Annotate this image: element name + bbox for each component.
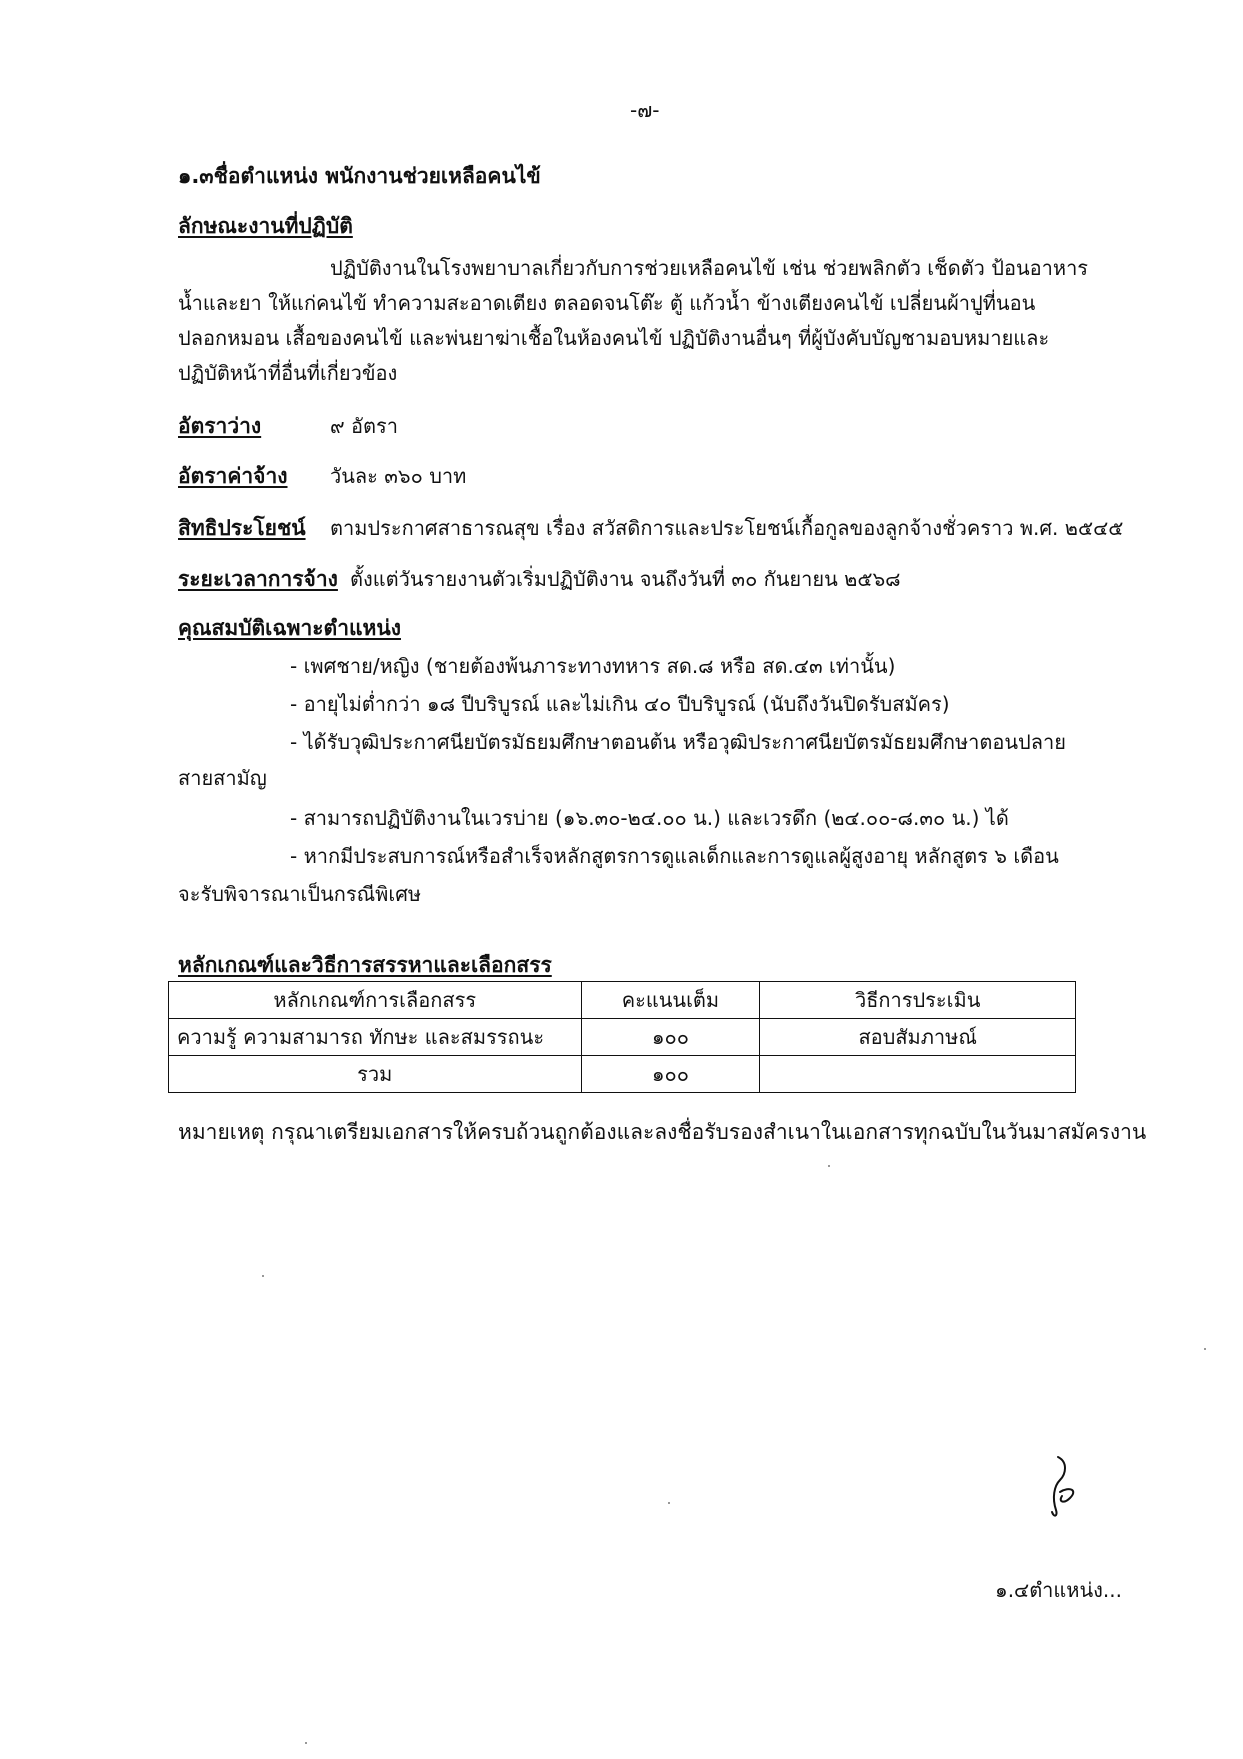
vacancies-value: ๙ อัตรา: [330, 414, 398, 438]
benefits-label: สิทธิประโยชน์: [178, 516, 306, 540]
duties-line: ปลอกหมอน เสื้อของคนไข้ และพ่นยาฆ่าเชื้อในห้องคนไข้ ปฏิบัติงานอื่นๆ ที่ผู้บังคับบัญชามอบหมายและ: [178, 326, 1050, 350]
position-title: ๑.๓ชื่อตำแหน่ง พนักงานช่วยเหลือคนไข้: [178, 164, 541, 188]
note: หมายเหตุ กรุณาเตรียมเอกสารให้ครบถ้วนถูกต้องและลงชื่อรับรองสำเนาในเอกสารทุกฉบับในวันมาสมัครงาน: [178, 1120, 1147, 1144]
scan-speck: [262, 1275, 264, 1277]
selection-heading: หลักเกณฑ์และวิธีการสรรหาและเลือกสรร: [178, 953, 552, 977]
column-header: หลักเกณฑ์การเลือกสรร: [169, 982, 582, 1019]
selection-table: [168, 981, 1076, 1093]
period-value: ตั้งแต่วันรายงานตัวเริ่มปฏิบัติงาน จนถึงวันที่ ๓๐ กันยายน ๒๕๖๘: [350, 567, 901, 591]
duties-line: ปฏิบัติงานในโรงพยาบาลเกี่ยวกับการช่วยเหลือคนไข้ เช่น ช่วยพลิกตัว เช็ดตัว ป้อนอาหาร: [330, 256, 1089, 280]
table-cell: สอบสัมภาษณ์: [760, 1019, 1076, 1056]
qualification-item: - หากมีประสบการณ์หรือสำเร็จหลักสูตรการดูแลเด็กและการดูแลผู้สูงอายุ หลักสูตร ๖ เดือน: [290, 844, 1059, 868]
table-cell: ความรู้ ความสามารถ ทักษะ และสมรรถนะ: [169, 1019, 582, 1056]
vacancies-label: อัตราว่าง: [178, 414, 262, 438]
scan-speck: [1204, 1348, 1206, 1350]
qualification-item: - ได้รับวุฒิประกาศนียบัตรมัธยมศึกษาตอนต้น หรือวุฒิประกาศนียบัตรมัธยมศึกษาตอนปลาย: [290, 730, 1066, 754]
scan-speck: [668, 1502, 670, 1504]
qualifications-heading: คุณสมบัติเฉพาะตำแหน่ง: [178, 616, 401, 640]
table-cell: ๑๐๐: [581, 1019, 760, 1056]
table-cell: [760, 1056, 1076, 1093]
table-cell: รวม: [169, 1056, 582, 1093]
table-cell: ๑๐๐: [581, 1056, 760, 1093]
scan-speck: [305, 1742, 307, 1744]
table-header-row: [169, 982, 1076, 1019]
page-number: -๗-: [630, 98, 660, 122]
wage-value: วันละ ๓๖๐ บาท: [330, 464, 467, 488]
signature-mark: [1040, 1452, 1090, 1522]
period-label: ระยะเวลาการจ้าง: [178, 567, 338, 591]
table-row: [169, 1056, 1076, 1093]
column-header: วิธีการประเมิน: [760, 982, 1076, 1019]
duties-heading: ลักษณะงานที่ปฏิบัติ: [178, 214, 353, 238]
qualification-item: จะรับพิจารณาเป็นกรณีพิเศษ: [178, 882, 422, 906]
continuation-text: ๑.๔ตำแหน่ง...: [995, 1578, 1122, 1602]
wage-label: อัตราค่าจ้าง: [178, 464, 288, 488]
duties-line: ปฏิบัติหน้าที่อื่นที่เกี่ยวข้อง: [178, 361, 398, 385]
qualification-item: - เพศชาย/หญิง (ชายต้องพ้นภาระทางทหาร สด.๘ หรือ สด.๔๓ เท่านั้น): [290, 654, 896, 678]
table-row: [169, 1019, 1076, 1056]
column-header: คะแนนเต็ม: [581, 982, 760, 1019]
duties-line: น้ำและยา ให้แก่คนไข้ ทำความสะอาดเตียง ตลอดจนโต๊ะ ตู้ แก้วน้ำ ข้างเตียงคนไข้ เปลี่ยนผ้าปูที่นอน: [178, 291, 1036, 315]
qualification-item: - อายุไม่ต่ำกว่า ๑๘ ปีบริบูรณ์ และไม่เกิน ๔๐ ปีบริบูรณ์ (นับถึงวันปิดรับสมัคร): [290, 692, 950, 716]
qualification-item: สายสามัญ: [178, 766, 267, 790]
qualification-item: - สามารถปฏิบัติงานในเวรบ่าย (๑๖.๓๐-๒๔.๐๐ น.) และเวรดึก (๒๔.๐๐-๘.๓๐ น.) ได้: [290, 806, 1009, 830]
scan-speck: [828, 1165, 830, 1167]
benefits-value: ตามประกาศสาธารณสุข เรื่อง สวัสดิการและประโยชน์เกื้อกูลของลูกจ้างชั่วคราว พ.ศ. ๒๕๔๕: [330, 516, 1124, 540]
